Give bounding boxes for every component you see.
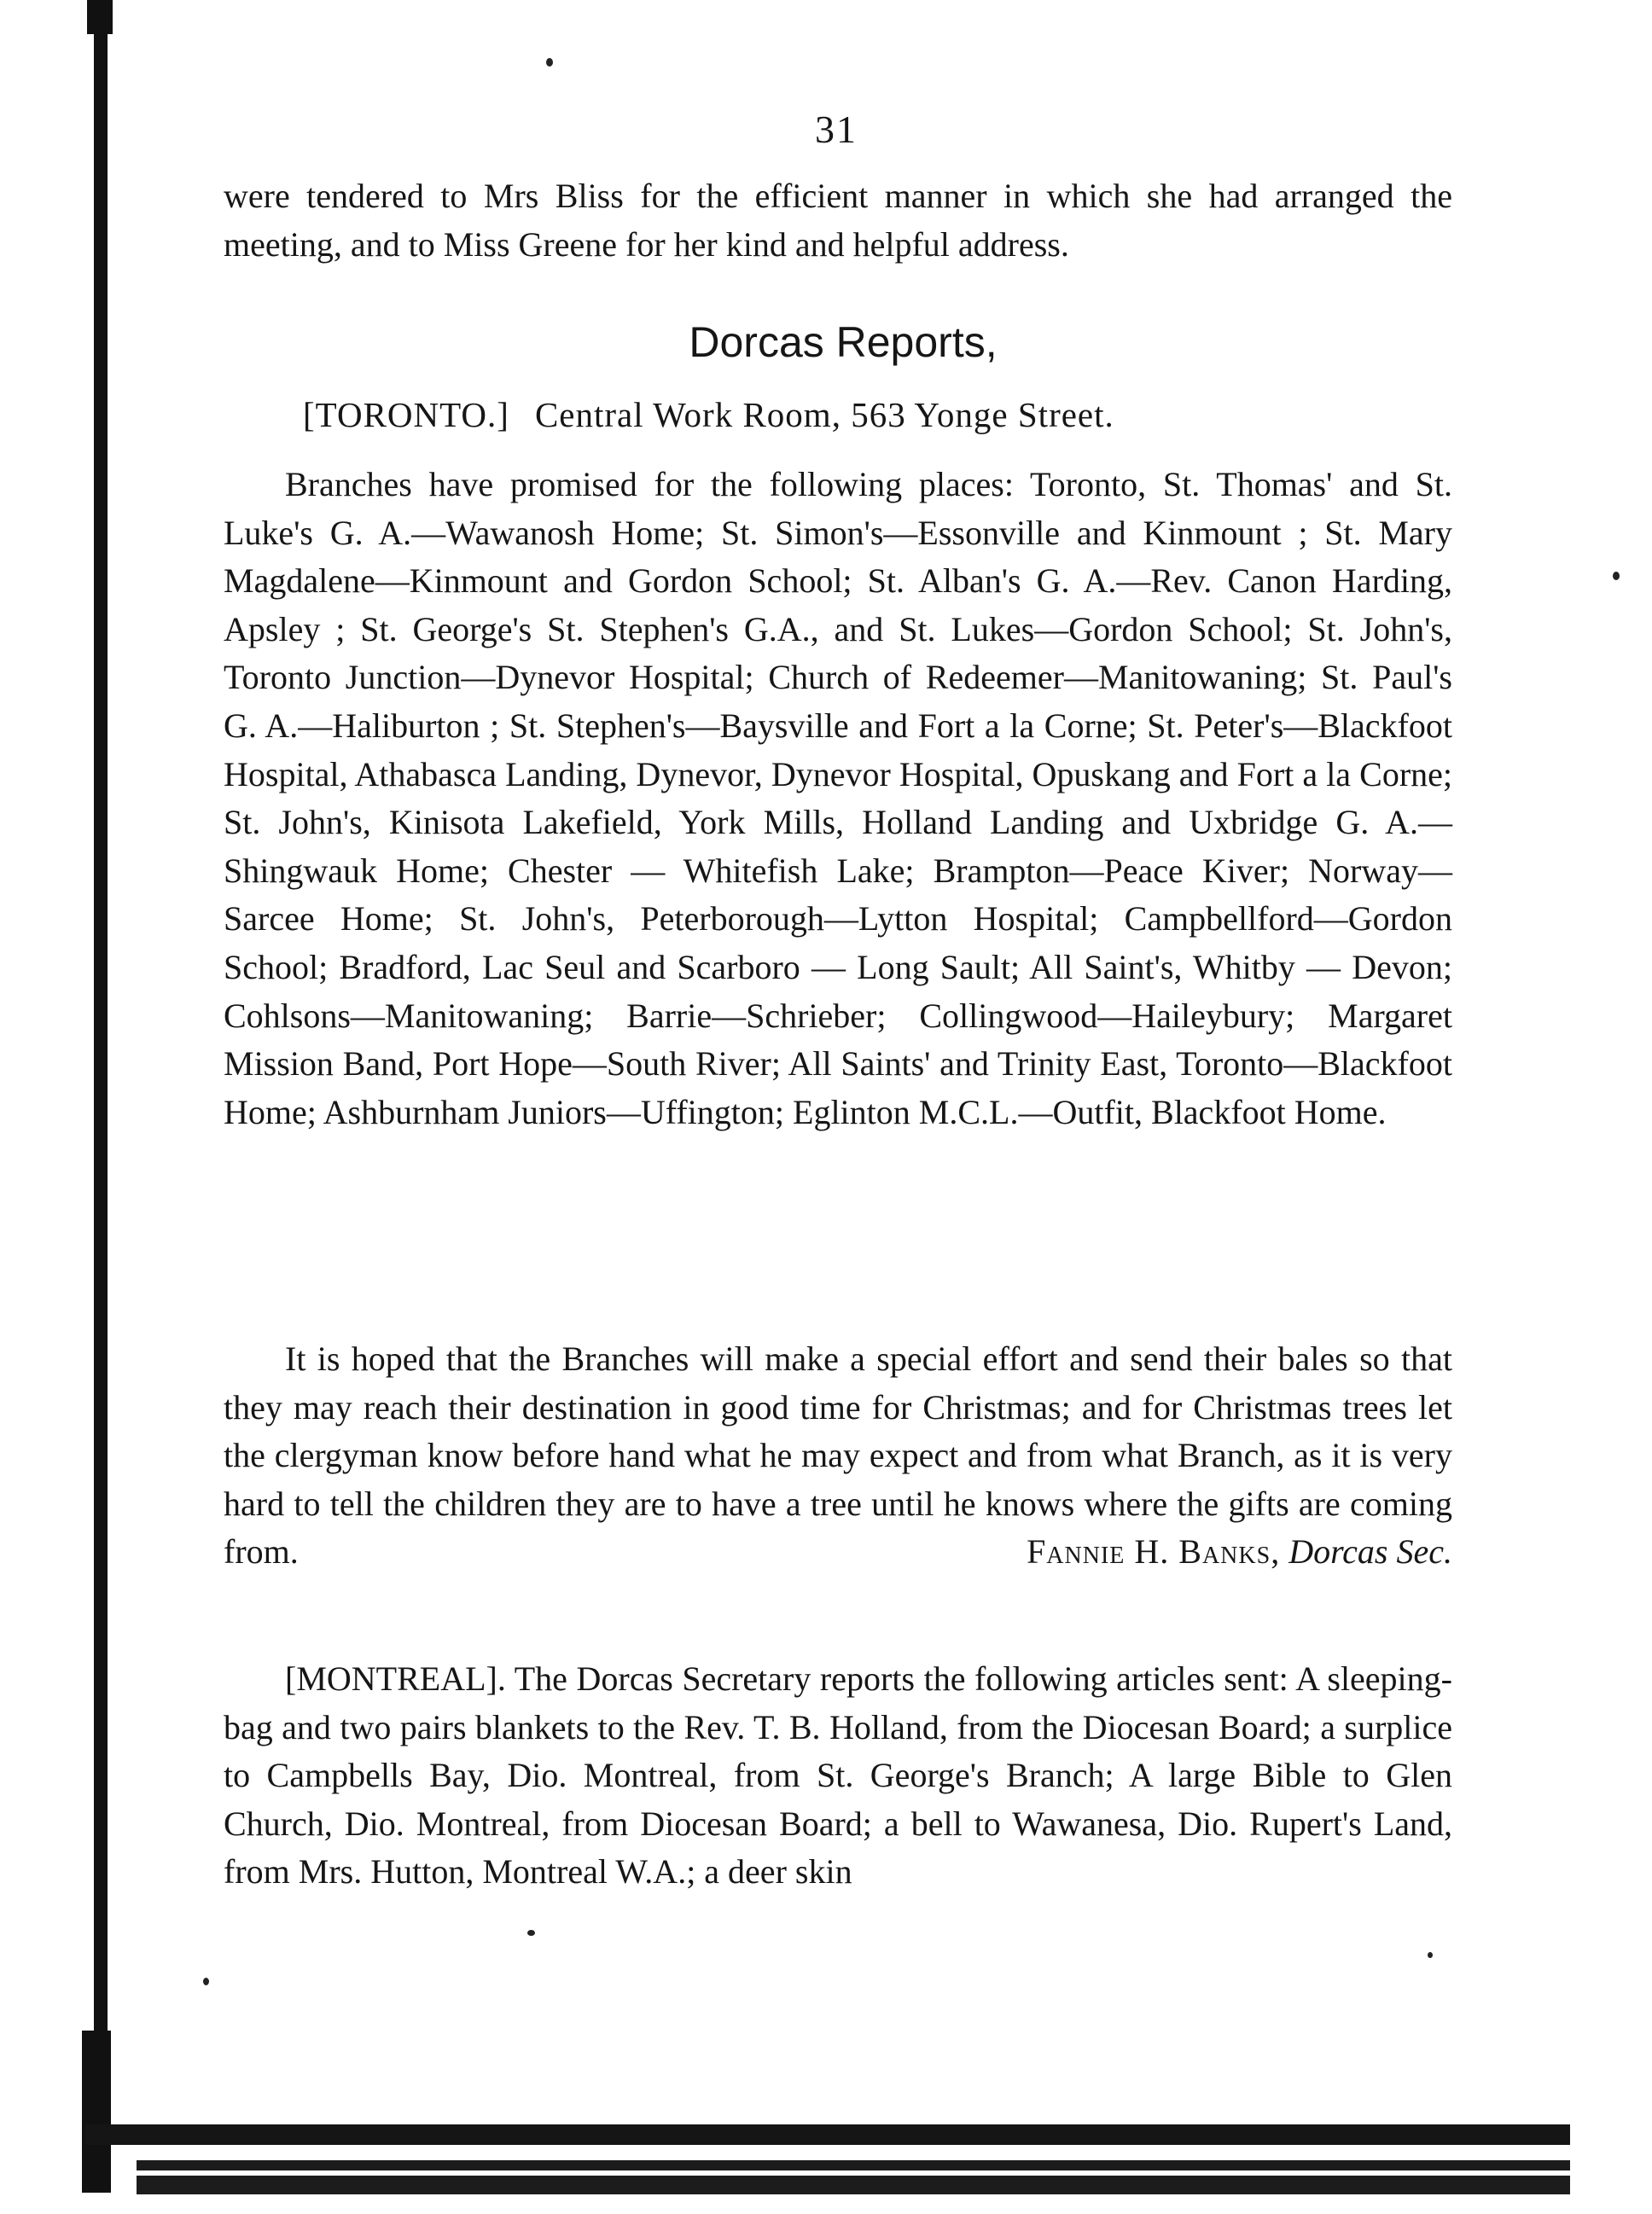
- page-bottom-edge: [85, 2124, 1570, 2145]
- montreal-paragraph: [224, 1655, 1452, 1897]
- scan-speck: [546, 58, 553, 67]
- signature-title: Dorcas Sec.: [1288, 1532, 1452, 1572]
- toronto-place-label: [TORONTO.]: [303, 395, 509, 434]
- section-heading: Dorcas Reports,: [689, 318, 998, 366]
- scan-speck: [1613, 572, 1620, 580]
- toronto-branches-paragraph: Branches have promised for the following places: Toronto, St. Thomas' and St. Luke's G. A.—Wawanosh Home; St. Simon's—Essonville and Kinmount ; St. Mary Magdalene—Kinmount and Gordon School; St. Alban's G. A.—Rev. Canon Harding, Apsley ; St. George's St. Stephen's G.A., and St. Lukes—Gordon School; St. John's, Toronto Junction—Dynevor Hospital; Church of Redeemer—Manitowaning; St. Paul's G. A.—Haliburton ; St. Stephen's—Baysville and Fort a la Corne; St. Peter's—Blackfoot Hospital, Athabasca Landing, Dynevor, Dynevor Hospital, Opuskang and Fort a la Corne; St. John's, Kinisota Lakefield, York Mills, Holland Landing and Uxbridge G. A.—Shingwauk Home; Chester — Whitefish Lake; Brampton—Peace Kiver; Norway—Sarcee Home; St. John's, Peterborough—Lytton Hospital; Campbellford—Gordon School; Bradford, Lac Seul and Scarboro — Long Sault; All Saint's, Whitby — Devon; Cohlsons—Manitowaning; Barrie—Schrieber; Collingwood—Haileybury; Margaret Mission Band, Port Hope—South River; All Saints' and Trinity East, Toronto—Blackfoot Home; Ashburnham Juniors—Uffington; Eglinton M.C.L.—Outfit, Blackfoot Home.: [224, 465, 1452, 1131]
- toronto-appeal-text: It is hoped that the Branches will make a special effort and send their bales so that they may reach their destination in good time for Christmas; and for Christmas trees let the clergyman know before hand what he may expect and from what Branch, as it is very hard to tell the children they are to have a tree until he knows where the gifts are coming from.: [224, 1339, 1452, 1572]
- montreal-place-label: [MONTREAL].: [285, 1659, 506, 1698]
- opening-paragraph: were tendered to Mrs Bliss for the efficient manner in which she had arranged the meeting, and to Miss Greene for her kind and helpful address.: [224, 177, 1452, 264]
- signature-name: Fannie H. Banks,: [1027, 1532, 1281, 1572]
- toronto-appeal-paragraph: [224, 1335, 1452, 1577]
- scan-speck: [527, 1930, 535, 1936]
- page-bottom-edge-lower: [137, 2160, 1570, 2194]
- toronto-header-line: [303, 394, 1114, 435]
- scan-speck: [1428, 1952, 1433, 1958]
- toronto-location: Central Work Room, 563 Yonge Street.: [534, 395, 1114, 434]
- scan-speck: [203, 1978, 209, 1985]
- page-binding-edge-top: [87, 0, 113, 34]
- page-binding-edge-bottom: [82, 2031, 111, 2193]
- page-bottom-edge-gap: [137, 2170, 1570, 2176]
- page-number: 31: [815, 108, 858, 151]
- montreal-report-text: The Dorcas Secretary reports the following articles sent: A sleeping-bag and two pairs blankets to the Rev. T. B. Holland, from the Diocesan Board; a surplice to Campbells Bay, Dio. Montreal, from St. George's Branch; A large Bible to Glen Church, Dio. Montreal, from Diocesan Board; a bell to Wawanesa, Dio. Rupert's Land, from Mrs. Hutton, Montreal W.A.; a deer skin: [224, 1659, 1452, 1891]
- signature: [965, 1528, 1452, 1577]
